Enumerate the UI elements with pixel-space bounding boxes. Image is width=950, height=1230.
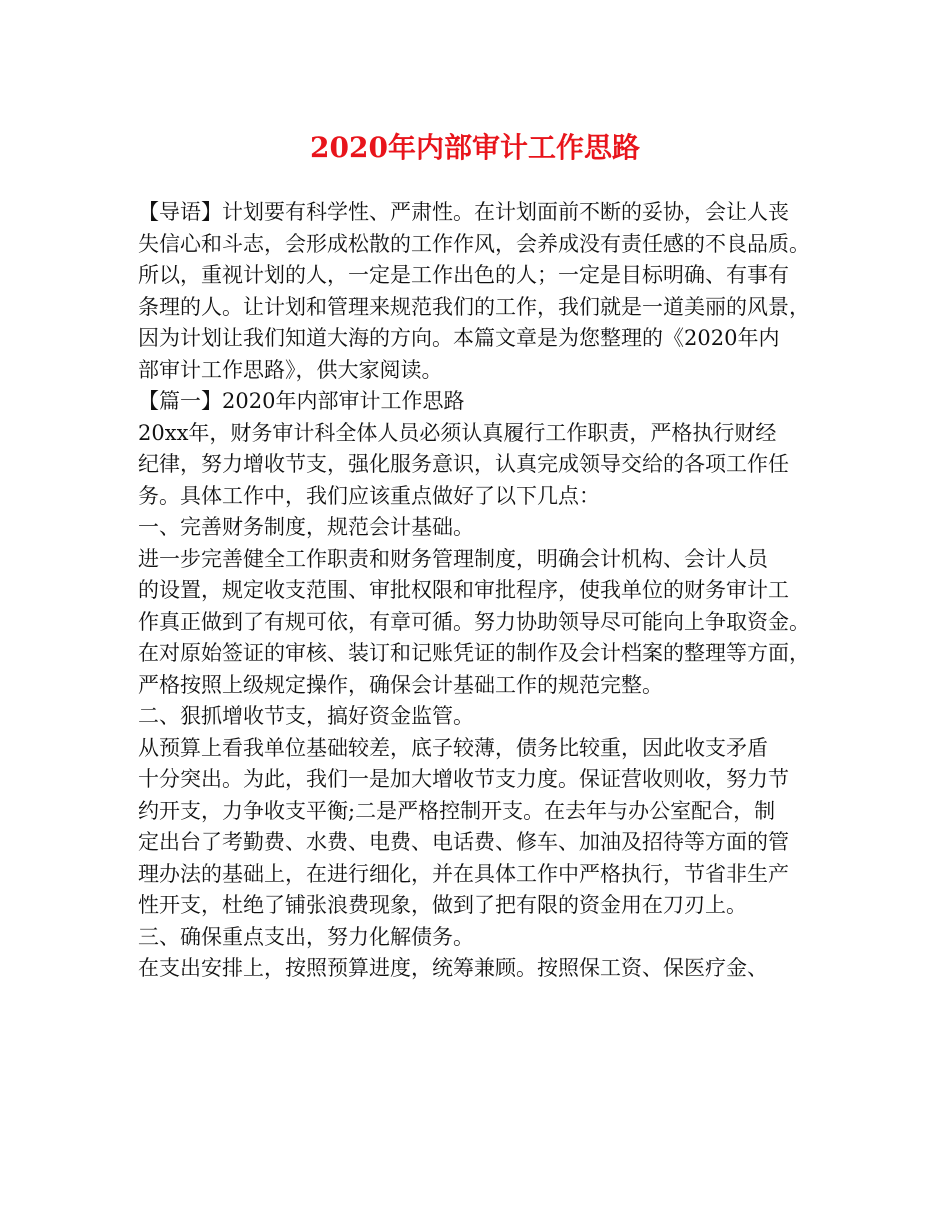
body-line: 纪律，努力增收节支，强化服务意识，认真完成领导交给的各项工作任 bbox=[138, 452, 789, 476]
body-line: 在支出安排上，按照预算进度，统筹兼顾。按照保工资、保医疗金、 bbox=[138, 956, 768, 980]
body-line: 【导语】计划要有科学性、严肃性。在计划面前不断的妥协，会让人丧 bbox=[138, 200, 789, 224]
body-line: 条理的人。让计划和管理来规范我们的工作，我们就是一道美丽的风景， bbox=[138, 294, 810, 319]
body-line: 二、狠抓增收节支，搞好资金监管。 bbox=[138, 704, 474, 728]
body-line: 20xx年，财务审计科全体人员必须认真履行工作职责，严格执行财经 bbox=[138, 420, 777, 445]
body-line: 【篇一】2020年内部审计工作思路 bbox=[138, 389, 465, 413]
body-line: 定出台了考勤费、水费、电费、电话费、修车、加油及招待等方面的管 bbox=[138, 830, 789, 854]
document-body bbox=[138, 197, 828, 985]
body-line: 作真正做到了有规可依，有章可循。努力协助领导尽可能向上争取资金。 bbox=[138, 609, 810, 634]
body-line: 进一步完善健全工作职责和财务管理制度，明确会计机构、会计人员 bbox=[138, 546, 768, 571]
body-line: 严格按照上级规定操作，确保会计基础工作的规范完整。 bbox=[138, 672, 663, 697]
body-line: 一、完善财务制度，规范会计基础。 bbox=[138, 515, 474, 539]
body-line: 理办法的基础上，在进行细化，并在具体工作中严格执行，节省非生产 bbox=[138, 861, 789, 886]
body-line: 三、确保重点支出，努力化解债务。 bbox=[138, 924, 474, 949]
body-line: 所以，重视计划的人，一定是工作出色的人；一定是目标明确、有事有 bbox=[138, 263, 789, 287]
body-line: 失信心和斗志，会形成松散的工作作风，会养成没有责任感的不良品质。 bbox=[138, 231, 810, 256]
body-line: 务。具体工作中，我们应该重点做好了以下几点： bbox=[138, 483, 600, 508]
body-line: 在对原始签证的审核、装订和记账凭证的制作及会计档案的整理等方面， bbox=[138, 641, 810, 665]
body-line: 部审计工作思路》，供大家阅读。 bbox=[138, 357, 443, 382]
body-line: 从预算上看我单位基础较差，底子较薄，债务比较重，因此收支矛盾 bbox=[138, 735, 768, 760]
body-line: 约开支，力争收支平衡;二是严格控制开支。在去年与办公室配合，制 bbox=[138, 798, 776, 823]
body-line: 十分突出。为此，我们一是加大增收节支力度。保证营收则收，努力节 bbox=[138, 767, 789, 791]
body-line: 性开支，杜绝了铺张浪费现象，做到了把有限的资金用在刀刃上。 bbox=[138, 893, 747, 917]
body-line: 因为计划让我们知道大海的方向。本篇文章是为您整理的《2020年内 bbox=[138, 326, 780, 350]
body-line: 的设置，规定收支范围、审批权限和审批程序，使我单位的财务审计工 bbox=[138, 578, 789, 602]
document-title: 2020年内部审计工作思路 bbox=[310, 131, 640, 164]
